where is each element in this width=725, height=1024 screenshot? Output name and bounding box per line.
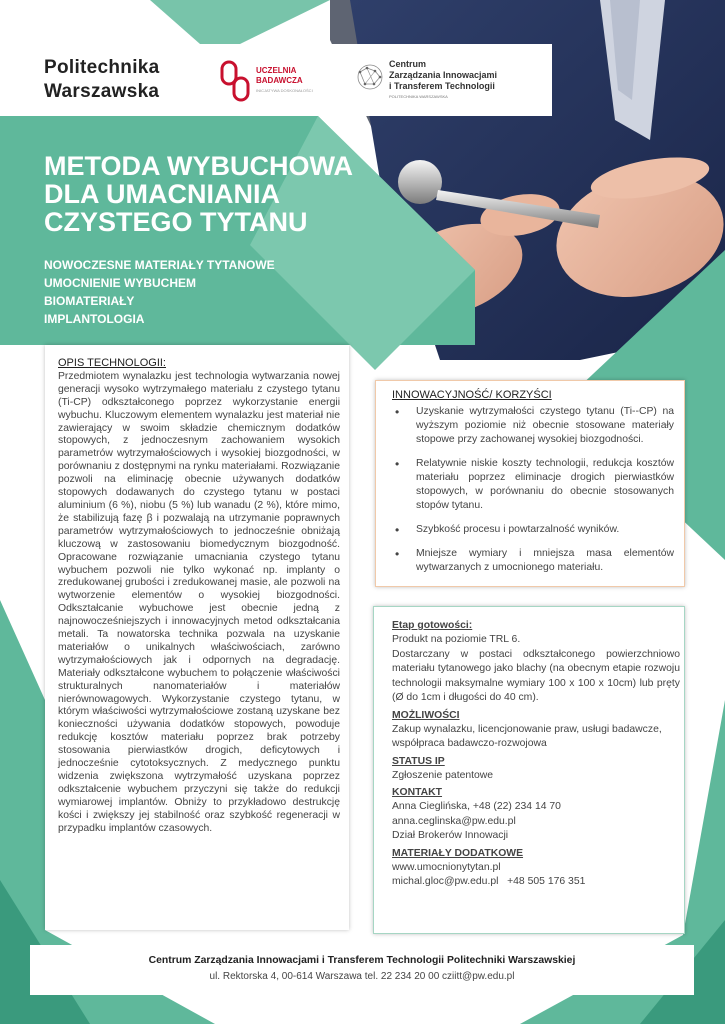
section-heading-materialy: MATERIAŁY DODATKOWE	[392, 847, 524, 859]
photo-implant-ball	[398, 160, 442, 204]
ub-logo-text: UCZELNIA BADAWCZA	[256, 66, 303, 85]
footer-address: ul. Rektorska 4, 00-614 Warszawa tel. 22 234 20 00 cziitt@pw.edu.pl	[209, 971, 515, 982]
keyword-item: BIOMATERIAŁY	[44, 294, 135, 308]
keyword-item: IMPLANTOLOGIA	[44, 312, 145, 326]
benefit-item: • Uzyskanie wytrzymałości czystego tytanu (Ti--CP) na wyższym poziomie niż obecnie stosowane materiały stopowe przy zachowanej wysokiej biozgodności.	[392, 405, 674, 447]
contact-name: Anna Cieglińska, +48 (22) 234 14 70	[392, 801, 561, 812]
materials-link[interactable]: www.umocnionytytan.pl	[392, 861, 501, 873]
ub-logo	[220, 60, 330, 104]
materials-contact[interactable]: michal.gloc@pw.edu.pl +48 505 176 351	[392, 876, 586, 887]
pw-logo: Politechnika Warszawska	[44, 57, 160, 102]
network-globe-icon	[355, 62, 385, 92]
contact-email[interactable]: anna.ceglinska@pw.edu.pl	[392, 815, 516, 827]
contact-department: Dział Brokerów Innowacji	[392, 830, 509, 841]
details-box	[373, 606, 685, 934]
cziitt-logo-subtext: POLITECHNIKA WARSZAWSKA	[389, 94, 448, 99]
technology-description	[58, 357, 340, 836]
benefit-item: • Mniejsze wymiary i mniejsza masa elementów wytwarzanych z umocnionego materiału.	[392, 547, 674, 575]
cziitt-logo	[355, 58, 545, 102]
ub-logo-icon	[220, 60, 252, 102]
footer	[30, 945, 694, 995]
etap-line: Produkt na poziomie TRL 6.	[392, 634, 521, 645]
page-title: METODA WYBUCHOWA DLA UMACNIANIA CZYSTEGO TYTANU	[44, 151, 353, 237]
keyword-item: NOWOCZESNE MATERIAŁY TYTANOWE	[44, 258, 275, 272]
benefit-item: • Relatywnie niskie koszty technologii, redukcja kosztów materiału poprzez eliminacje drogich pierwiastków stopowych, w porównaniu do obecnie stosowanych stopów tytanu.	[392, 457, 674, 513]
ub-logo-subtext: INICJATYWA DOSKONAŁOŚCI	[256, 88, 313, 93]
keywords-list	[44, 256, 275, 328]
benefit-item: • Szybkość procesu i powtarzalność wyników.	[392, 523, 674, 537]
etap-line: Dostarczany w postaci odkształconego powierzchniowo materiału tytanowego jako blachy (na obecnym etapie rozwoju technologii maksymalne wymiary 100 x 100 x 10cm) lub pręty (Ø do 1cm i długości do 40 cm).	[392, 648, 680, 703]
technology-description-text: Przedmiotem wynalazku jest technologia wytwarzania nowej generacji wysoko wytrzymałego materiału z czystego tytanu (Ti-CP) odkształconego poprzez wykorzystanie energii wybuchu. Kluczowym elementem wynalazku jest materiał nie zawierający w swoim składzie chemicznym dodatków stopowych, z jednoczesnym zachowaniem wysokich parametrów wytrzymałościowych i wysokiej biozgodności, w porównaniu z dostępnymi na rynku materiałami. Rozwiązanie pozwoli na eliminację obecnie używanych dodatków stopowych dodawanych do czystego tytanu w postaci aluminium (6 %), niobu (5 %) lub wanadu (2 %), które mimo, że stabilizują fazę β i pozwalają na utrzymanie poprawnych parametrów wytrzymałościowych to jednocześnie obniżają kluczową w zastosowaniu biomedycznym biozgodność. Opracowane rozwiązanie umacniania czystego tytanu wybuchem pozwoli nie tylko wykonać np. implanty o zredukowanej grubości i zredukowanej masie, ale pozwoli na wytworzenie elementów o wysokiej biozgodności. Odkształcanie wybuchowe jest obecnie jedną z najnowocześniejszych i innowacyjnych metod odkształcania metali. Ta nowatorska technika pozwala na uzyskanie materiałów o unikalnych właściwościach, zarówno wytrzymałościowych jak i odpornych na degradację. Materiały odkształcone wybuchem to połączenie właściwości strukturalnych nanomateriałów i materiałów nierównowagowych. Wykorzystanie czystego tytanu, w którym właściwości wytrzymałościowe zostaną uzyskane bez konieczności używania dodatków stopowych, powoduje redukcję kosztów materiału poprzez brak potrzeby stosowania pierwiastków drogich, deficytowych i jednocześnie cytotoksycznych. Z medycznego punktu widzenia zwiększona wytrzymałość uzyskana poprzez odkształcenie wybuchem przyczyni się także do redukcji wymiarowej implantów. Obniży to przykładowo destrukcję kości i zwiększy jej stabilność oraz szybkość regeneracji w przypadku implantów czasowych.	[58, 370, 340, 834]
innovation-benefits-box	[375, 380, 685, 587]
section-heading-kontakt: KONTAKT	[392, 787, 443, 798]
section-heading-innowacyjnosc: INNOWACYJNOŚĆ/ KORZYŚCI	[392, 389, 552, 401]
section-heading-opis: OPIS TECHNOLOGII:	[58, 357, 166, 369]
section-heading-etap: Etap gotowości:	[392, 620, 473, 631]
benefits-list	[392, 405, 674, 585]
footer-org-name: Centrum Zarządzania Innowacjami i Transferem Technologii Politechniki Warszawskiej	[148, 955, 576, 966]
cziitt-logo-text: Centrum Zarządzania Innowacjami i Transferem Technologii	[389, 59, 498, 91]
section-heading-mozliwosci: MOŻLIWOŚCI	[392, 709, 460, 721]
section-heading-status: STATUS IP	[392, 755, 445, 767]
keyword-item: UMOCNIENIE WYBUCHEM	[44, 276, 196, 290]
header-logo-bar	[30, 44, 552, 116]
mozliwosci-text: Zakup wynalazku, licencjonowanie praw, usługi badawcze, współpraca badawczo-rozwojowa	[392, 723, 662, 749]
status-text: Zgłoszenie patentowe	[392, 769, 494, 781]
technology-description-box	[45, 345, 349, 930]
details-content	[392, 619, 680, 890]
